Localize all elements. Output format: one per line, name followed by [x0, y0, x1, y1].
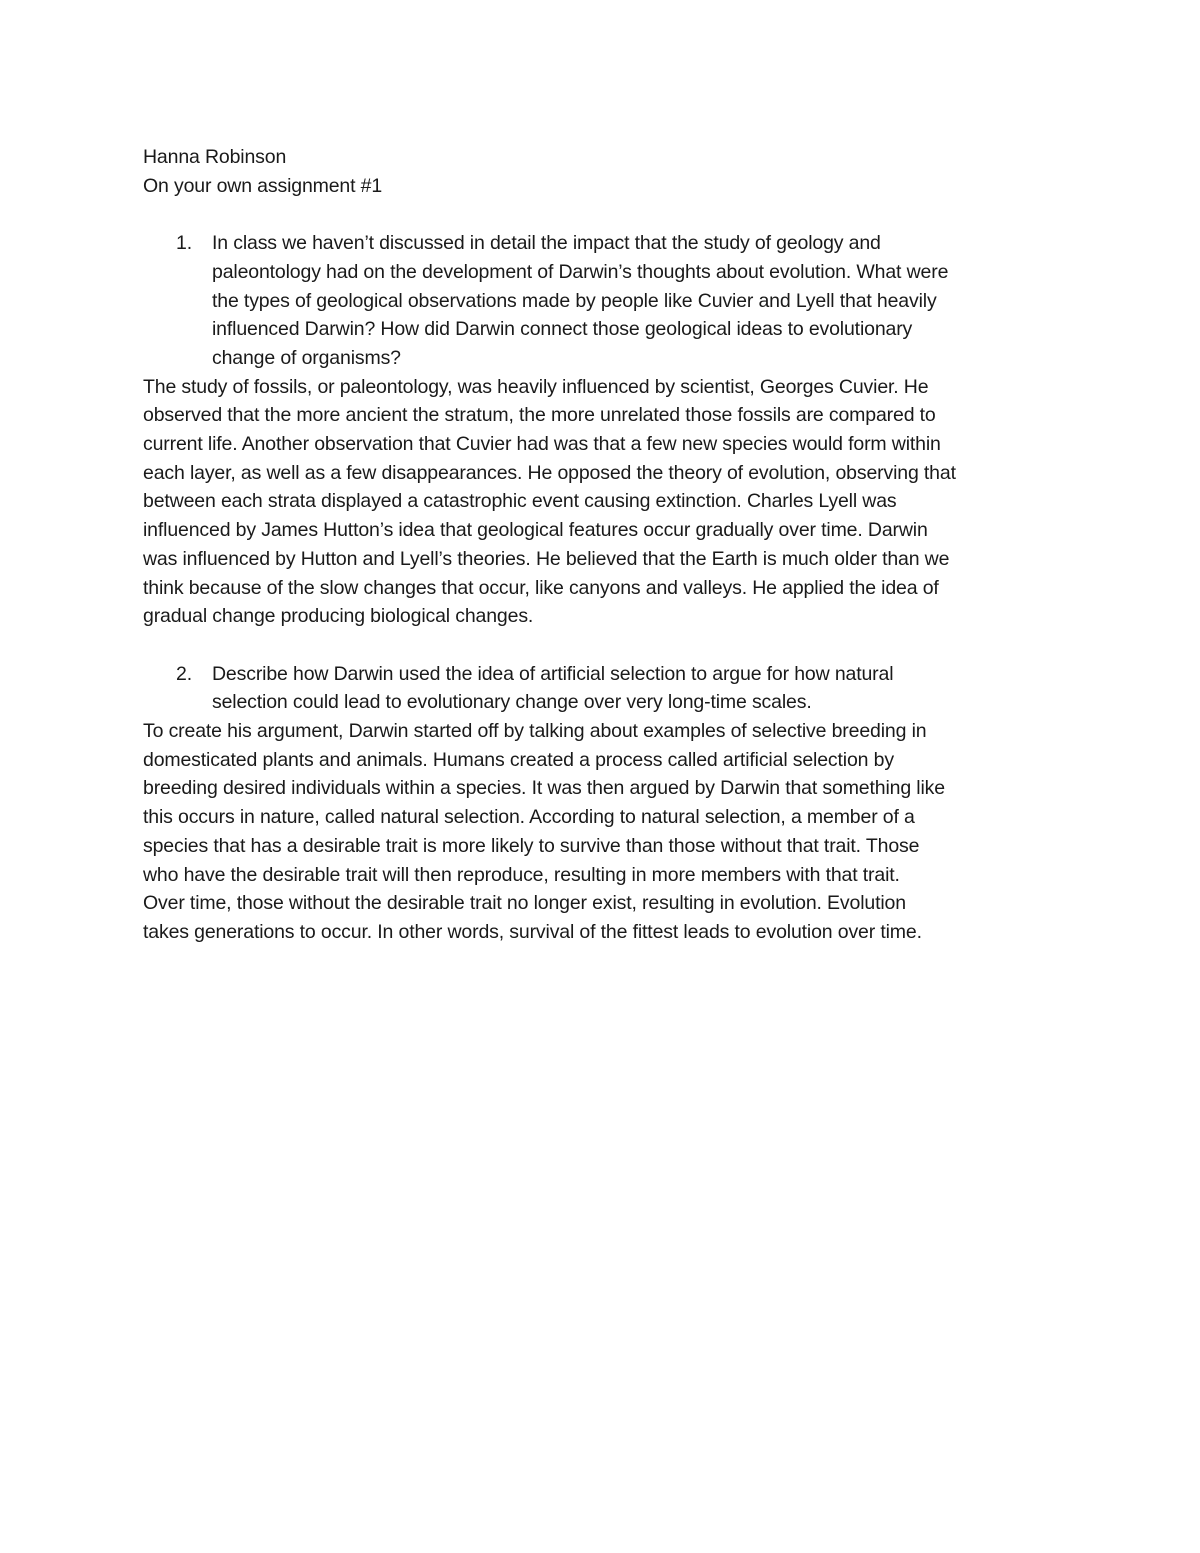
- question-line: selection could lead to evolutionary change over very long-time scales.: [212, 691, 812, 714]
- question-line: Describe how Darwin used the idea of artificial selection to argue for how natural: [212, 662, 894, 685]
- answer-2: [143, 717, 1063, 947]
- question-2: [143, 660, 1063, 717]
- answer-1: [143, 373, 1063, 631]
- question-number: 2.: [176, 662, 192, 685]
- answer-line: To create his argument, Darwin started off by talking about examples of selective breeding in: [143, 720, 927, 743]
- answer-line: who have the desirable trait will then reproduce, resulting in more members with that trait.: [143, 863, 900, 886]
- answer-line: current life. Another observation that Cuvier had was that a few new species would form within: [143, 433, 941, 456]
- question-number: 1.: [176, 232, 192, 255]
- answer-line: Over time, those without the desirable trait no longer exist, resulting in evolution. Evolution: [143, 892, 906, 915]
- answer-line: domesticated plants and animals. Humans created a process called artificial selection by: [143, 748, 894, 771]
- answer-line: The study of fossils, or paleontology, was heavily influenced by scientist, Georges Cuvier. He: [143, 375, 929, 398]
- answer-line: was influenced by Hutton and Lyell’s theories. He believed that the Earth is much older than we: [143, 547, 950, 570]
- question-line: In class we haven’t discussed in detail the impact that the study of geology and: [212, 232, 881, 255]
- answer-line: each layer, as well as a few disappearances. He opposed the theory of evolution, observing that: [143, 461, 956, 484]
- answer-line: species that has a desirable trait is more likely to survive than those without that trait. Those: [143, 834, 920, 857]
- answer-line: gradual change producing biological changes.: [143, 605, 534, 628]
- answer-line: takes generations to occur. In other words, survival of the fittest leads to evolution over time.: [143, 920, 922, 943]
- document-body: [143, 143, 1063, 947]
- answer-line: influenced by James Hutton’s idea that geological features occur gradually over time. Darwin: [143, 519, 928, 542]
- answer-line: observed that the more ancient the stratum, the more unrelated those fossils are compared to: [143, 404, 936, 427]
- question-text: [212, 660, 1063, 717]
- answer-line: this occurs in nature, called natural selection. According to natural selection, a member of a: [143, 806, 915, 829]
- assignment-title: On your own assignment #1: [143, 174, 383, 197]
- question-line: influenced Darwin? How did Darwin connect those geological ideas to evolutionary: [212, 318, 913, 341]
- question-line: the types of geological observations made by people like Cuvier and Lyell that heavily: [212, 289, 937, 312]
- blank-line: [143, 200, 1063, 229]
- blank-line: [143, 631, 1063, 660]
- answer-line: between each strata displayed a catastrophic event causing extinction. Charles Lyell was: [143, 490, 897, 513]
- answer-line: breeding desired individuals within a species. It was then argued by Darwin that something like: [143, 777, 945, 800]
- question-text: [212, 229, 1063, 373]
- question-line: paleontology had on the development of Darwin’s thoughts about evolution. What were: [212, 260, 949, 283]
- author-name: Hanna Robinson: [143, 146, 287, 168]
- answer-line: think because of the slow changes that occur, like canyons and valleys. He applied the idea of: [143, 576, 939, 599]
- question-line: change of organisms?: [212, 346, 401, 369]
- question-1: [143, 229, 1063, 373]
